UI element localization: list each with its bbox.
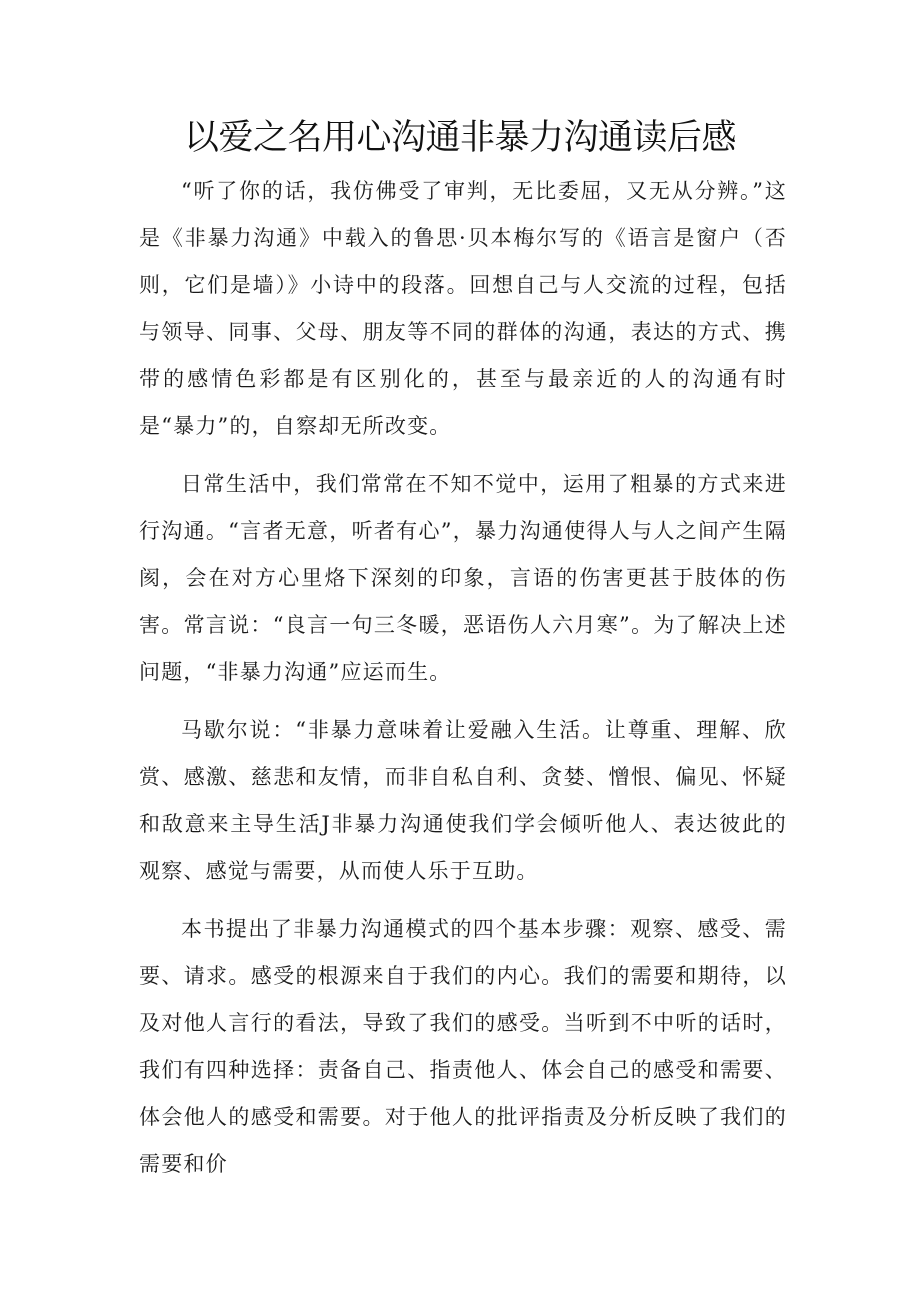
paragraph-1: “听了你的话，我仿佛受了审判，无比委屈，又无从分辨。”这是《非暴力沟通》中载入的鲁思·贝本梅尔写的《语言是窗户（否则，它们是墙）》小诗中的段落。回想自己与人交流的过程，包括与领导、同事、父母、朋友等不同的群体的沟通，表达的方式、携带的感情色彩都是有区别化的，甚至与最亲近的人的沟通有时是“暴力”的，自察却无所改变。 <box>139 179 787 438</box>
paragraph-4: 本书提出了非暴力沟通模式的四个基本步骤：观察、感受、需要、请求。感受的根源来自于我们的内心。我们的需要和期待，以及对他人言行的看法，导致了我们的感受。当听到不中听的话时，我们有四种选择：责备自己、指责他人、体会自己的感受和需要、体会他人的感受和需要。对于他人的批评指责及分析反映了我们的需要和价 <box>139 917 787 1176</box>
document-title: 以爱之名用心沟通非暴力沟通读后感 <box>183 118 736 158</box>
document-body <box>139 168 787 1199</box>
paragraph-2: 日常生活中，我们常常在不知不觉中，运用了粗暴的方式来进行沟通。“言者无意，听者有心”，暴力沟通使得人与人之间产生隔阂，会在对方心里烙下深刻的印象，言语的伤害更甚于肢体的伤害。常言说：“良言一句三冬暖，恶语伤人六月寒”。为了解决上述问题，“非暴力沟通”应运而生。 <box>139 472 787 684</box>
paragraph-3: 马歇尔说：“非暴力意味着让爱融入生活。让尊重、理解、欣赏、感激、慈悲和友情，而非自私自利、贪婪、憎恨、偏见、怀疑和敌意来主导生活J非暴力沟通使我们学会倾听他人、表达彼此的观察、感觉与需要，从而使人乐于互助。 <box>139 718 787 883</box>
